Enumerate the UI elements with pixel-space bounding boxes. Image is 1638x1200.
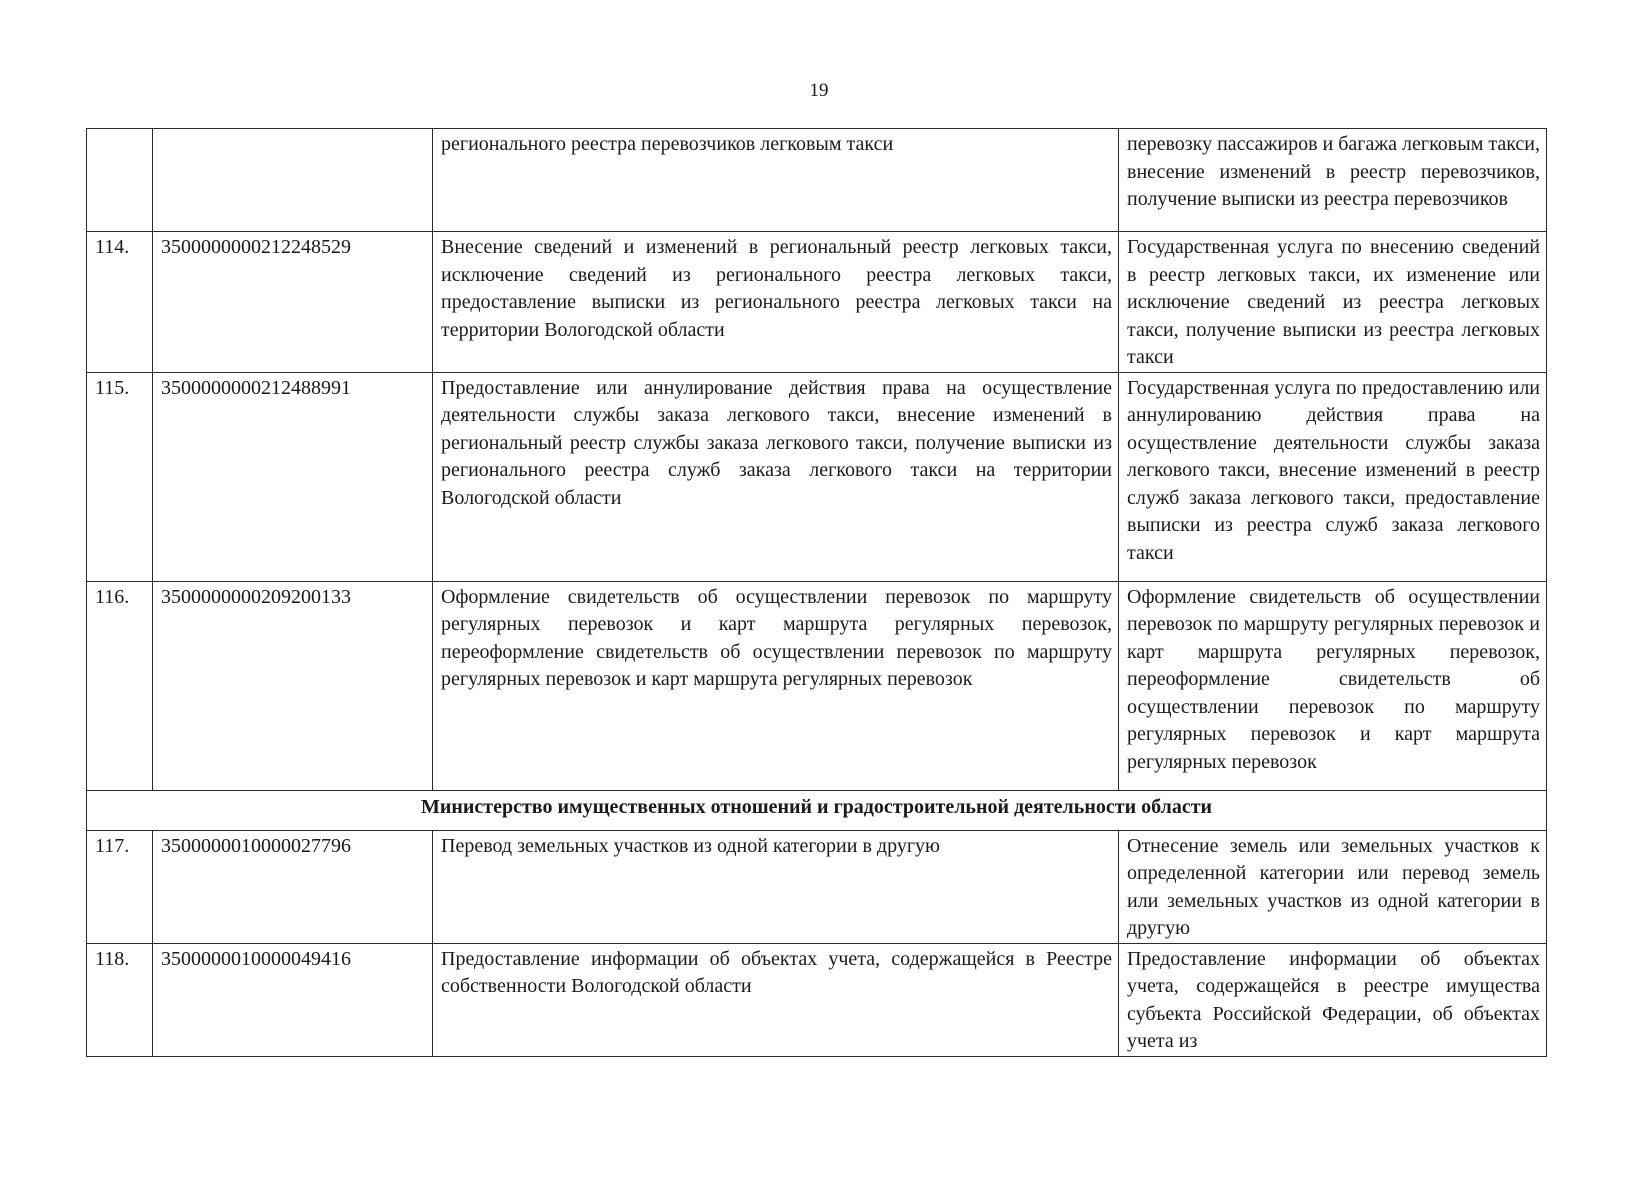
service-name: Перевод земельных участков из одной категории в другую bbox=[433, 830, 1119, 943]
service-name: Внесение сведений и изменений в региональный реестр легковых такси, исключение сведений из регионального реестра легковых такси, предоставление выписки из регионального реестра легковых такси на территории Вологодской области bbox=[433, 232, 1119, 373]
service-code: 3500000000209200133 bbox=[153, 581, 433, 790]
service-code: 3500000010000049416 bbox=[153, 943, 433, 1056]
service-code: 3500000010000027796 bbox=[153, 830, 433, 943]
row-number: 117. bbox=[87, 830, 153, 943]
service-code: 3500000000212488991 bbox=[153, 372, 433, 581]
table-row bbox=[87, 581, 1547, 790]
table-row bbox=[87, 129, 1547, 232]
standard-service-name: Предоставление информации об объектах учета, содержащейся в реестре имущества субъекта Российской Федерации, об объектах учета из bbox=[1119, 943, 1547, 1056]
table-row bbox=[87, 372, 1547, 581]
row-number: 115. bbox=[87, 372, 153, 581]
row-number: 114. bbox=[87, 232, 153, 373]
standard-service-name: перевозку пассажиров и багажа легковым такси, внесение изменений в реестр перевозчиков, получение выписки из реестра перевозчиков bbox=[1119, 129, 1547, 232]
service-name: регионального реестра перевозчиков легковым такси bbox=[433, 129, 1119, 232]
standard-service-name: Оформление свидетельств об осуществлении перевозок по маршруту регулярных перевозок и карт маршрута регулярных перевозок, переоформление свидетельств об осуществлении перевозок по маршруту регулярных перевозок и карт маршрута регулярных перевозок bbox=[1119, 581, 1547, 790]
row-number bbox=[87, 129, 153, 232]
row-number: 116. bbox=[87, 581, 153, 790]
page-number: 19 bbox=[809, 80, 829, 101]
service-name: Оформление свидетельств об осуществлении перевозок по маршруту регулярных перевозок и карт маршрута регулярных перевозок, переоформление свидетельств об осуществлении перевозок по маршруту регулярных перевозок и карт маршрута регулярных перевозок bbox=[433, 581, 1119, 790]
service-name: Предоставление или аннулирование действия права на осуществление деятельности службы заказа легкового такси, внесение изменений в региональный реестр службы заказа легкового такси, получение выписки из регионального реестра служб заказа легкового такси на территории Вологодской области bbox=[433, 372, 1119, 581]
section-header-row bbox=[87, 790, 1547, 830]
services-table bbox=[86, 128, 1547, 1057]
standard-service-name: Отнесение земель или земельных участков к определенной категории или перевод земель или земельных участков из одной категории в другую bbox=[1119, 830, 1547, 943]
table-row bbox=[87, 943, 1547, 1056]
standard-service-name: Государственная услуга по предоставлению или аннулированию действия права на осуществление деятельности службы заказа легкового такси, внесение изменений в реестр служб заказа легкового такси, предоставление выписки из реестра служб заказа легкового такси bbox=[1119, 372, 1547, 581]
table-row bbox=[87, 830, 1547, 943]
table-row bbox=[87, 232, 1547, 373]
service-code: 3500000000212248529 bbox=[153, 232, 433, 373]
service-code bbox=[153, 129, 433, 232]
standard-service-name: Государственная услуга по внесению сведений в реестр легковых такси, их изменение или исключение сведений из реестра легковых такси, получение выписки из реестра легковых такси bbox=[1119, 232, 1547, 373]
service-name: Предоставление информации об объектах учета, содержащейся в Реестре собственности Вологодской области bbox=[433, 943, 1119, 1056]
row-number: 118. bbox=[87, 943, 153, 1056]
section-title: Министерство имущественных отношений и градостроительной деятельности области bbox=[87, 790, 1547, 830]
